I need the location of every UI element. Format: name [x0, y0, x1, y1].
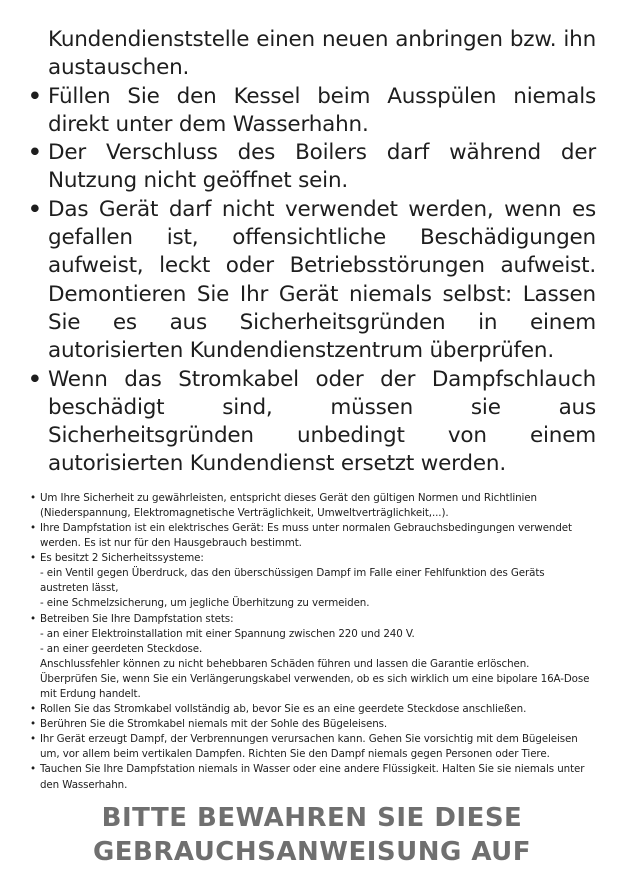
safety-item — [28, 612, 596, 703]
safety-subitem: - ein Ventil gegen Überdruck, das den überschüssigen Dampf im Falle einer Fehlfunktion des Geräts austreten lässt, — [40, 567, 545, 595]
warning-item: • Wenn das Stromkabel oder der Dampfschlauch beschädigt sind, müssen sie aus Sicherheitsgründen unbedingt von einem autorisierten Kundendienst ersetzt werden. — [28, 366, 596, 479]
continuation-text: Kundendienststelle einen neuen anbringen bzw. ihn austauschen. — [48, 27, 596, 81]
safety-item — [28, 732, 596, 762]
safety-item — [28, 521, 596, 551]
safety-subitem: - eine Schmelzsicherung, um jegliche Überhitzung zu vermeiden. — [40, 597, 370, 610]
safety-item-text: Tauchen Sie Ihre Dampfstation niemals in Wasser oder eine andere Flüssigkeit. Halten Sie sie niemals unter den Wasserhahn. — [40, 763, 585, 791]
safety-item — [28, 702, 596, 717]
safety-subitem: - an einer geerdeten Steckdose. — [40, 642, 203, 655]
safety-subitem: - an einer Elektroinstallation mit einer Spannung zwischen 220 und 240 V. — [40, 627, 415, 640]
warnings-large — [28, 26, 596, 479]
safety-item-text: Ihre Dampfstation ist ein elektrisches Gerät: Es muss unter normalen Gebrauchsbedingungen verwendet werden. Es ist nur für den Hausgebrauch bestimmt. — [40, 521, 572, 550]
warning-item: • Das Gerät darf nicht verwendet werden, wenn es gefallen ist, offensichtliche Beschädigungen aufweist, leckt oder Betriebsstörungen aufweist. Demontieren Sie Ihr Gerät niemals selbst: Lassen Sie es aus Sicherheitsgründen in einem autorisierten Kundendienstzentrum überprüfen. — [28, 196, 596, 366]
keep-instructions-heading — [28, 801, 596, 869]
safety-item-text: Ihr Gerät erzeugt Dampf, der Verbrennungen verursachen kann. Gehen Sie vorsichtig mit dem Bügeleisen um, vor allem beim vertikalen Dampfen. Richten Sie den Dampf niemals gegen Personen oder Tiere. — [40, 733, 578, 761]
safety-item — [28, 762, 596, 792]
safety-item — [28, 717, 596, 732]
warnings-list — [28, 83, 596, 479]
safety-item-text: Rollen Sie das Stromkabel vollständig ab, bevor Sie es an eine geerdete Steckdose anschließen. — [40, 703, 527, 716]
safety-item-text: Berühren Sie die Stromkabel niemals mit der Sohle des Bügeleisens. — [40, 718, 388, 731]
safety-notes — [28, 491, 596, 793]
safety-subitem: Anschlussfehler können zu nicht behebbaren Schäden führen und lassen die Garantie erlöschen. — [40, 657, 530, 670]
safety-list — [28, 491, 596, 793]
safety-subitem: Überprüfen Sie, wenn Sie ein Verlängerungskabel verwenden, ob es sich wirklich um eine bipolare 16A-Dose mit Erdung handelt. — [40, 672, 590, 700]
heading-line-2: GEBRAUCHSANWEISUNG AUF — [92, 836, 532, 867]
safety-item — [28, 551, 596, 611]
warning-item: • Füllen Sie den Kessel beim Ausspülen niemals direkt unter dem Wasserhahn. — [28, 83, 596, 140]
safety-item — [28, 491, 596, 521]
safety-item-text: Es besitzt 2 Sicherheitssysteme: — [40, 552, 204, 565]
safety-item-text: Betreiben Sie Ihre Dampfstation stets: — [40, 612, 234, 625]
safety-item-text: Um Ihre Sicherheit zu gewährleisten, entspricht dieses Gerät den gültigen Normen und Richtlinien (Niederspannung, Elektromagnetische Verträglichkeit, Umweltverträglichkeit,...). — [40, 491, 537, 519]
warning-item: • Der Verschluss des Boilers darf während der Nutzung nicht geöffnet sein. — [28, 139, 596, 196]
heading-line-1: BITTE BEWAHREN SIE DIESE — [101, 802, 523, 833]
